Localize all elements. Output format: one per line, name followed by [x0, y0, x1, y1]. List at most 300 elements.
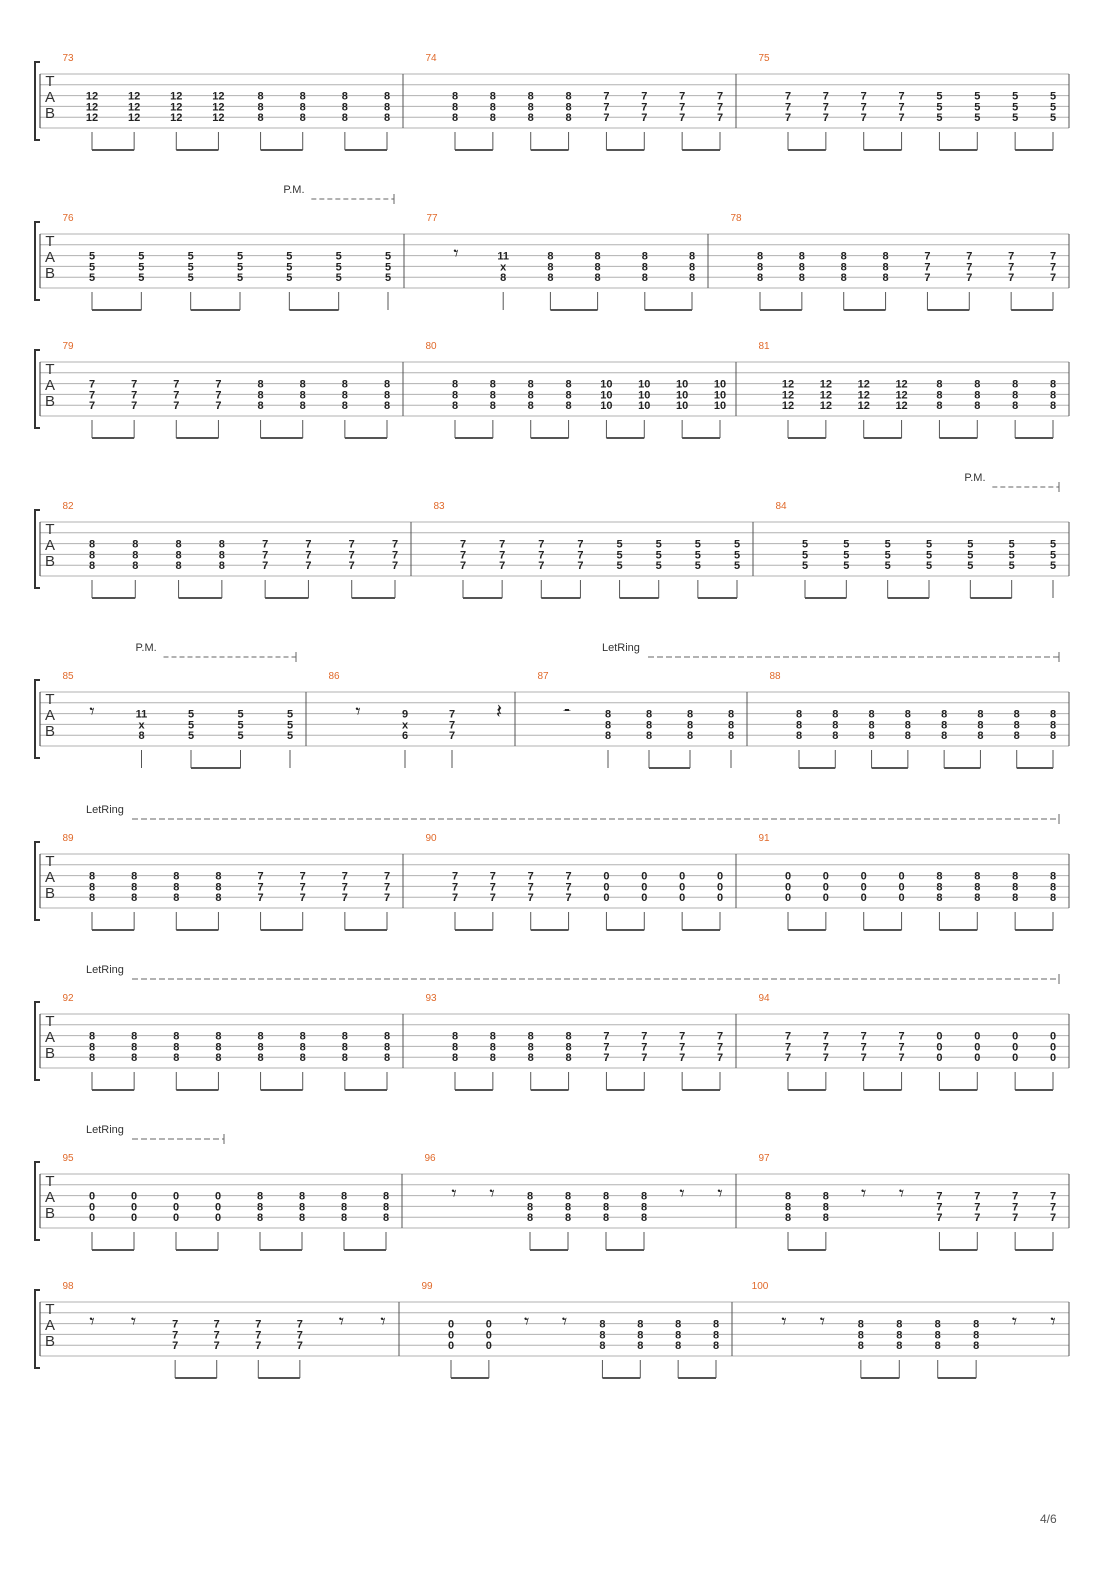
fret-number: 7: [641, 1052, 648, 1065]
fret-number: 8: [974, 892, 981, 905]
fret-number: 8: [138, 730, 145, 743]
fret-number: 7: [822, 90, 829, 103]
fret-number: 0: [447, 1340, 455, 1353]
fret-number: 8: [868, 730, 875, 743]
fret-number: 7: [391, 538, 399, 551]
fret-number: 7: [822, 1041, 829, 1054]
fret-number: 8: [688, 261, 696, 274]
fret-number: 8: [857, 1318, 864, 1331]
fret-number: 7: [391, 549, 399, 562]
fret-number: 7: [784, 90, 792, 103]
measure-number: 94: [758, 993, 770, 1004]
fret-number: 8: [977, 730, 984, 743]
fret-number: 7: [860, 90, 867, 103]
fret-number: 0: [860, 881, 867, 894]
fret-number: 8: [547, 272, 554, 285]
fret-number: 8: [941, 708, 948, 721]
fret-number: 7: [341, 892, 348, 905]
measure: [433, 501, 740, 598]
fret-number: 7: [860, 101, 867, 114]
system-bracket: [35, 680, 40, 758]
fret-number: 7: [936, 1190, 943, 1203]
fret-number: 8: [547, 261, 554, 274]
fret-number: 7: [448, 708, 456, 721]
fret-number: 8: [257, 1030, 264, 1043]
measure-number: 82: [62, 501, 74, 512]
fret-number: 7: [822, 101, 829, 114]
fret-number: 8: [795, 708, 803, 721]
measure-number: 98: [62, 1281, 74, 1292]
fret-number: 7: [822, 112, 829, 125]
fret-number: 12: [819, 378, 832, 391]
fret-number: 8: [974, 881, 981, 894]
fret-number: 12: [170, 90, 183, 103]
fret-number: 7: [679, 1052, 686, 1065]
fret-number: 8: [341, 1041, 348, 1054]
fret-number: 0: [88, 1190, 96, 1203]
fret-number: 8: [131, 1030, 138, 1043]
fret-number: 8: [527, 1052, 534, 1065]
fret-number: 0: [603, 870, 610, 883]
measure-number: 86: [328, 671, 340, 682]
fret-number: 5: [1008, 560, 1015, 573]
let-ring-marking: [86, 1124, 224, 1144]
fret-number: 7: [936, 1201, 943, 1214]
fret-number: 8: [1049, 881, 1057, 894]
fret-number: 8: [527, 378, 534, 391]
fret-number: 7: [172, 1318, 179, 1331]
fret-number: 5: [733, 560, 741, 573]
fret-number: 0: [679, 870, 686, 883]
system-bracket: [35, 62, 40, 140]
measure: [769, 671, 1056, 768]
measure: [758, 341, 1056, 438]
fret-number: 11: [135, 708, 148, 721]
system-bracket: [35, 1290, 40, 1368]
fret-number: 8: [215, 1030, 222, 1043]
fret-number: 5: [1012, 112, 1019, 125]
fret-number: 7: [641, 101, 648, 114]
tab-clef-letter: A: [44, 869, 56, 886]
fret-number: 5: [335, 250, 342, 263]
fret-number: 8: [686, 719, 694, 732]
fret-number: 8: [383, 112, 391, 125]
fret-number: 7: [898, 90, 905, 103]
fret-number: 8: [257, 90, 264, 103]
fret-number: 7: [966, 261, 973, 274]
rest-symbol: 𝄾: [338, 1309, 345, 1333]
rest-symbol: 𝄾: [380, 1309, 386, 1333]
rest-symbol: 𝄾: [355, 699, 361, 723]
fret-number: 5: [884, 560, 891, 573]
fret-number: 7: [459, 549, 467, 562]
fret-number: 7: [305, 549, 312, 562]
fret-number: 8: [640, 1212, 648, 1225]
system-bracket: [35, 1162, 40, 1240]
fret-number: 7: [489, 870, 496, 883]
fret-number: 7: [966, 272, 973, 285]
palm-mute-marking: [964, 472, 1059, 492]
fret-number: 8: [88, 538, 96, 551]
fret-number: 8: [527, 389, 534, 402]
fret-number: 7: [898, 1052, 905, 1065]
fret-number: 8: [637, 1318, 644, 1331]
fret-number: 7: [716, 1030, 724, 1043]
fret-number: 8: [257, 378, 264, 391]
fret-number: 8: [936, 892, 943, 905]
fret-number: 5: [1049, 549, 1057, 562]
fret-number: 12: [170, 112, 183, 125]
fret-number: 0: [485, 1318, 492, 1331]
measure-number: 87: [537, 671, 549, 682]
fret-number: 8: [1049, 389, 1057, 402]
fret-number: 7: [538, 560, 545, 573]
fret-number: 8: [173, 1030, 180, 1043]
measure: [758, 53, 1056, 150]
fret-number: 7: [499, 538, 506, 551]
fret-number: 8: [88, 1030, 96, 1043]
fret-number: 7: [538, 538, 545, 551]
rest-symbol: 𝄾: [717, 1181, 723, 1205]
fret-number: 8: [299, 1041, 306, 1054]
fret-number: 8: [489, 112, 496, 125]
fret-number: 8: [173, 1041, 180, 1054]
fret-number: 8: [489, 378, 496, 391]
fret-number: 8: [131, 892, 138, 905]
fret-number: 8: [645, 708, 653, 721]
fret-number: 8: [299, 112, 306, 125]
fret-number: 7: [641, 1041, 648, 1054]
measure-number: 99: [421, 1281, 433, 1292]
fret-number: 8: [641, 261, 648, 274]
fret-number: 8: [565, 112, 572, 125]
fret-number: 7: [262, 538, 269, 551]
tab-clef-letter: B: [44, 265, 56, 282]
fret-number: 5: [655, 538, 662, 551]
fret-number: 5: [187, 272, 194, 285]
fret-number: 8: [564, 1201, 572, 1214]
measure-number: 85: [62, 671, 74, 682]
fret-number: 7: [603, 1041, 610, 1054]
fret-number: 10: [600, 400, 613, 413]
fret-number: 12: [85, 112, 99, 125]
system-bracket: [35, 222, 40, 300]
fret-number: 8: [868, 719, 875, 732]
fret-number: 8: [565, 400, 572, 413]
fret-number: 8: [1049, 708, 1057, 721]
fret-number: 7: [459, 538, 467, 551]
fret-number: x: [500, 261, 507, 274]
fret-number: 0: [822, 892, 829, 905]
fret-number: 8: [675, 1318, 682, 1331]
fret-number: 8: [756, 261, 764, 274]
fret-number: 8: [383, 1041, 391, 1054]
tab-clef-letter: T: [45, 361, 55, 378]
fret-number: 7: [603, 90, 610, 103]
measure-number: 80: [425, 341, 437, 352]
fret-number: 8: [795, 719, 803, 732]
measure: [758, 1153, 1056, 1250]
fret-number: 8: [526, 1190, 534, 1203]
fret-number: 0: [485, 1329, 492, 1342]
fret-number: 7: [1012, 1212, 1019, 1225]
fret-number: 8: [602, 1190, 610, 1203]
fret-number: 0: [447, 1329, 455, 1342]
fret-number: 5: [286, 261, 293, 274]
fret-number: 5: [967, 538, 974, 551]
tab-system: [35, 53, 1069, 150]
fret-number: 7: [898, 101, 905, 114]
let-ring-label: LetRing: [602, 642, 640, 654]
let-ring-marking: [86, 804, 1059, 824]
rest-symbol: 𝄾: [130, 1309, 137, 1333]
system-bracket: [35, 510, 40, 588]
tab-clef-letter: T: [45, 73, 55, 90]
fret-number: 8: [882, 250, 889, 263]
fret-number: 8: [637, 1340, 644, 1353]
measure-number: 89: [62, 833, 74, 844]
rest-symbol: 𝄾: [1050, 1309, 1056, 1333]
fret-number: 7: [173, 378, 180, 391]
fret-number: 8: [840, 261, 847, 274]
fret-number: 8: [88, 549, 96, 562]
fret-number: 8: [974, 400, 981, 413]
fret-number: 8: [489, 400, 496, 413]
fret-number: 7: [974, 1201, 981, 1214]
fret-number: 7: [88, 378, 96, 391]
fret-number: 7: [1049, 261, 1057, 274]
fret-number: 5: [801, 560, 809, 573]
fret-number: 8: [941, 719, 948, 732]
fret-number: 5: [237, 719, 244, 732]
fret-number: 5: [843, 560, 850, 573]
fret-number: 8: [547, 250, 554, 263]
fret-number: 7: [860, 112, 867, 125]
fret-number: 8: [565, 101, 572, 114]
fret-number: 8: [727, 708, 735, 721]
fret-number: 7: [641, 112, 648, 125]
measure-number: 92: [62, 993, 74, 1004]
fret-number: 8: [383, 90, 391, 103]
fret-number: 8: [565, 1030, 572, 1043]
fret-number: 8: [599, 1340, 606, 1353]
fret-number: x: [138, 719, 145, 732]
fret-number: 5: [237, 708, 244, 721]
measure-number: 83: [433, 501, 445, 512]
fret-number: 7: [577, 560, 584, 573]
fret-number: 8: [784, 1212, 792, 1225]
tab-clef-letter: T: [45, 233, 55, 250]
fret-number: 8: [896, 1318, 903, 1331]
fret-number: 8: [645, 719, 653, 732]
fret-number: 0: [447, 1318, 455, 1331]
fret-number: 8: [383, 101, 391, 114]
fret-number: 8: [822, 1212, 829, 1225]
fret-number: 0: [214, 1201, 222, 1214]
fret-number: 7: [527, 870, 534, 883]
fret-number: 8: [784, 1190, 792, 1203]
fret-number: 5: [694, 549, 701, 562]
fret-number: 7: [215, 378, 222, 391]
fret-number: 5: [925, 560, 933, 573]
fret-number: 10: [676, 378, 689, 391]
fret-number: 5: [936, 90, 943, 103]
fret-number: 0: [1049, 1041, 1057, 1054]
fret-number: 7: [966, 250, 973, 263]
fret-number: 10: [638, 389, 651, 402]
system-bracket: [35, 350, 40, 428]
fret-number: 7: [577, 538, 584, 551]
fret-number: 5: [925, 538, 933, 551]
fret-number: 8: [489, 389, 496, 402]
fret-number: 5: [1049, 112, 1057, 125]
fret-number: 0: [936, 1041, 943, 1054]
fret-number: 7: [215, 389, 222, 402]
fret-number: 8: [936, 378, 943, 391]
tab-system: [35, 642, 1069, 768]
fret-number: 8: [451, 1030, 459, 1043]
measure: [758, 833, 1056, 930]
fret-number: 8: [215, 1041, 222, 1054]
fret-number: 8: [977, 719, 984, 732]
fret-number: 8: [489, 90, 496, 103]
rest-symbol: 𝄾: [781, 1309, 787, 1333]
fret-number: 7: [255, 1340, 262, 1353]
fret-number: 9: [401, 708, 409, 721]
measure: [425, 341, 726, 438]
fret-number: 0: [974, 1041, 981, 1054]
rest-symbol: 𝄾: [861, 1181, 867, 1205]
fret-number: 10: [713, 400, 727, 413]
fret-number: 8: [973, 1329, 980, 1342]
fret-number: 8: [218, 549, 225, 562]
fret-number: 7: [173, 389, 180, 402]
fret-number: 8: [383, 1052, 391, 1065]
measure-number: 96: [424, 1153, 436, 1164]
fret-number: 8: [645, 730, 653, 743]
fret-number: 8: [173, 892, 180, 905]
system-bracket: [35, 1002, 40, 1080]
fret-number: 8: [341, 1052, 348, 1065]
fret-number: 8: [1049, 400, 1057, 413]
fret-number: 7: [341, 870, 348, 883]
fret-number: 8: [298, 1201, 306, 1214]
fret-number: 8: [564, 1212, 572, 1225]
tab-system: [35, 964, 1069, 1090]
fret-number: 8: [832, 708, 839, 721]
fret-number: 8: [526, 1212, 534, 1225]
measure: [62, 1153, 389, 1250]
fret-number: 0: [822, 881, 829, 894]
fret-number: 8: [132, 538, 139, 551]
fret-number: 7: [341, 881, 348, 894]
fret-number: 8: [934, 1340, 941, 1353]
measure-number: 93: [425, 993, 437, 1004]
measure: [425, 993, 723, 1090]
fret-number: 8: [688, 272, 696, 285]
fret-number: 12: [85, 101, 99, 114]
fret-number: 7: [898, 1030, 905, 1043]
fret-number: 5: [384, 272, 392, 285]
fret-number: 0: [172, 1201, 180, 1214]
fret-number: 8: [341, 112, 348, 125]
fret-number: 8: [675, 1329, 682, 1342]
fret-number: 8: [132, 560, 139, 573]
rest-symbol: 𝄾: [451, 1181, 457, 1205]
fret-number: 0: [860, 892, 867, 905]
fret-number: 7: [538, 549, 545, 562]
fret-number: 5: [138, 261, 145, 274]
fret-number: 8: [299, 101, 306, 114]
fret-number: 7: [451, 892, 459, 905]
fret-number: 8: [341, 101, 348, 114]
fret-number: 7: [716, 112, 724, 125]
fret-number: 5: [801, 538, 809, 551]
fret-number: 12: [895, 400, 908, 413]
fret-number: 8: [640, 1190, 648, 1203]
fret-number: 7: [296, 1329, 303, 1342]
fret-number: 7: [348, 560, 355, 573]
fret-number: 7: [565, 892, 572, 905]
fret-number: 8: [973, 1340, 980, 1353]
palm-mute-label: P.M.: [283, 184, 305, 196]
fret-number: 7: [257, 892, 264, 905]
fret-number: 8: [712, 1318, 720, 1331]
fret-number: 5: [655, 549, 662, 562]
fret-number: 5: [1008, 549, 1015, 562]
fret-number: 5: [138, 272, 145, 285]
fret-number: 0: [974, 1052, 981, 1065]
measure-number: 97: [758, 1153, 770, 1164]
fret-number: 5: [286, 272, 293, 285]
fret-number: 12: [85, 90, 99, 103]
fret-number: 8: [257, 101, 264, 114]
fret-number: 8: [795, 730, 803, 743]
rest-symbol: 𝄾: [453, 241, 459, 265]
fret-number: 8: [340, 1212, 348, 1225]
fret-number: 5: [936, 112, 943, 125]
tab-clef-letter: B: [44, 1205, 56, 1222]
fret-number: 8: [798, 250, 805, 263]
fret-number: 8: [882, 272, 889, 285]
measure: [537, 671, 734, 768]
fret-number: 8: [1012, 870, 1019, 883]
fret-number: 8: [604, 708, 612, 721]
fret-number: 8: [832, 719, 839, 732]
let-ring-label: LetRing: [86, 1124, 124, 1136]
tab-clef-letter: T: [45, 1013, 55, 1030]
fret-number: 8: [383, 389, 391, 402]
fret-number: 0: [603, 881, 610, 894]
fret-number: 8: [857, 1340, 864, 1353]
fret-number: 8: [527, 1030, 534, 1043]
fret-number: 0: [130, 1190, 138, 1203]
fret-number: 7: [1008, 250, 1015, 263]
fret-number: 8: [451, 112, 459, 125]
tab-clef-letter: A: [44, 249, 56, 266]
measure: [421, 1281, 719, 1378]
fret-number: 7: [299, 881, 306, 894]
fret-number: 0: [860, 870, 867, 883]
rest-symbol: 𝄾: [89, 1309, 95, 1333]
tab-clef-letter: A: [44, 1029, 56, 1046]
tab-clef-letter: A: [44, 89, 56, 106]
fret-number: 8: [1049, 870, 1057, 883]
fret-number: 7: [1049, 272, 1057, 285]
fret-number: 7: [299, 870, 306, 883]
fret-number: 8: [175, 538, 182, 551]
rest-symbol: 𝄾: [524, 1309, 530, 1333]
